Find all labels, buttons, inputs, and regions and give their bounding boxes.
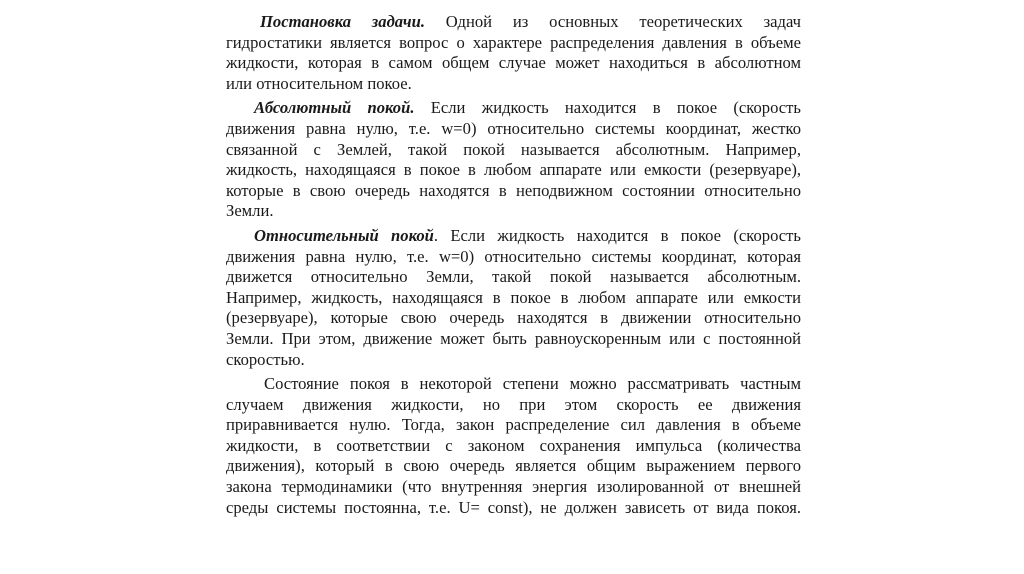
- paragraph-text: . Если жидкость находится в покое (скорость: [433, 225, 801, 245]
- paragraph-line: которые в свою очередь находятся в неподвижном состоянии относительно: [226, 180, 801, 200]
- paragraph-line: движется относительно Земли, такой покой называется абсолютным.: [226, 267, 801, 287]
- paragraph-line: движения равна нулю, т.е. w=0) относительно системы координат, которая: [226, 246, 801, 266]
- paragraph-line: Земли.: [226, 201, 274, 221]
- paragraph-absolute-rest: [226, 98, 801, 222]
- paragraph-line: закона термодинамики (что внутренняя энергия изолированной от внешней: [226, 477, 801, 497]
- paragraph-line: скоростью.: [226, 349, 305, 369]
- paragraph-line: (резервуаре), которые свою очередь находятся в движении относительно: [226, 308, 801, 328]
- paragraph-line: движения равна нулю, т.е. w=0) относительно системы координат, жестко: [226, 118, 801, 138]
- paragraph-relative-rest: [226, 226, 801, 370]
- paragraph-line: случаем движения жидкости, но при этом скорость ее движения: [226, 394, 801, 414]
- paragraph-line: жидкость, находящаяся в покое в любом аппарате или емкости (резервуаре),: [226, 160, 801, 180]
- paragraph-line: Состояние покоя в некоторой степени можно рассматривать частным: [264, 374, 801, 394]
- paragraph-rest-as-motion: [226, 374, 801, 518]
- paragraph-line: связанной с Землей, такой покой называется абсолютным. Например,: [226, 139, 801, 159]
- paragraph-line: или относительном покое.: [226, 73, 412, 93]
- paragraph-line: [226, 98, 801, 119]
- paragraph-text: Одной из основных теоретических задач: [424, 12, 802, 31]
- document-page: [226, 12, 801, 522]
- paragraph-lead: Абсолютный покой.: [254, 98, 415, 118]
- paragraph-line: жидкости, которая в самом общем случае может находиться в абсолютном: [226, 53, 801, 73]
- paragraph-line: приравнивается нулю. Тогда, закон распределение сил давления в объеме: [226, 415, 801, 435]
- paragraph-line: среды системы постоянна, т.е. U= const), не должен зависеть от вида покоя.: [226, 497, 801, 517]
- paragraph-lead: Постановка задачи.: [260, 12, 425, 31]
- paragraph-line: Например, жидкость, находящаяся в покое в любом аппарате или емкости: [226, 287, 801, 307]
- paragraph-line: движения), который в свою очередь является общим выражением первого: [226, 456, 801, 476]
- paragraph-line: гидростатики является вопрос о характере распределения давления в объеме: [226, 32, 801, 52]
- paragraph-lead: Относительный покой: [254, 225, 434, 245]
- paragraph-line: жидкости, в соответствии с законом сохранения импульса (количества: [226, 435, 801, 455]
- paragraph-line: [226, 226, 801, 247]
- paragraph-text: Если жидкость находится в покое (скорость: [414, 98, 801, 118]
- paragraph-line: Земли. При этом, движение может быть равноускоренным или с постоянной: [226, 328, 801, 348]
- paragraph-line: [226, 12, 801, 33]
- paragraph-problem-statement: [226, 12, 801, 94]
